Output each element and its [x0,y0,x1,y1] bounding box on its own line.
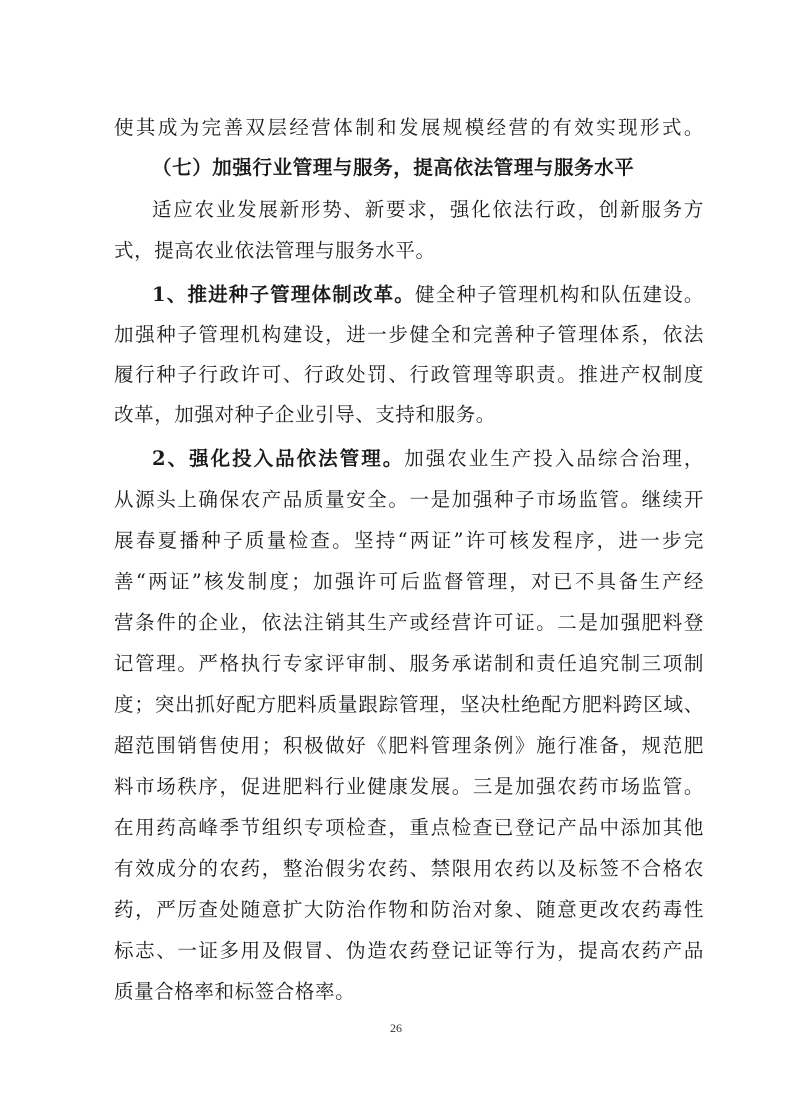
body-line: 式，提高农业依法管理与服务水平。 [114,239,436,262]
body-line: 从源头上确保农产品质量安全。一是加强种子市场监管。继续开 [114,488,704,511]
item-1-paragraph-start [152,282,704,308]
body-line: 善“两证”核发制度；加强许可后监督管理，对已不具备生产经 [114,570,704,593]
body-line: 标志、一证多用及假冒、伪造农药登记证等行为，提高农药产品 [114,939,704,962]
body-line: 改革，加强对种子企业引导、支持和服务。 [114,403,496,426]
body-line: 药，严厉查处随意扩大防治作物和防治对象、随意更改农药毒性 [114,898,704,921]
body-line: 记管理。严格执行专家评审制、服务承诺制和责任追究制三项制 [114,652,704,675]
item-1-text: 健全种子管理机构和队伍建设。 [414,283,704,306]
item-1-heading: 1、推进种子管理体制改革。 [152,283,415,306]
body-line: 有效成分的农药，整治假劣农药、禁限用农药以及标签不合格农 [114,857,704,880]
section-heading: （七）加强行业管理与服务，提高依法管理与服务水平 [152,156,635,179]
body-line: 适应农业发展新形势、新要求，强化依法行政，创新服务方 [152,198,704,221]
body-line: 营条件的企业，依法注销其生产或经营许可证。二是加强肥料登 [114,611,704,634]
body-line: 度；突出抓好配方肥料质量跟踪管理，坚决杜绝配方肥料跨区域、 [114,693,704,716]
body-line: 加强种子管理机构建设，进一步健全和完善种子管理体系，依法 [114,323,704,346]
body-line: 履行种子行政许可、行政处罚、行政管理等职责。推进产权制度 [114,363,704,386]
page-number: 26 [390,1021,402,1035]
body-line: 展春夏播种子质量检查。坚持“两证”许可核发程序，进一步完 [114,529,704,552]
body-line: 在用药高峰季节组织专项检查，重点检查已登记产品中添加其他 [114,816,704,839]
item-2-text: 加强农业生产投入品综合治理， [404,447,704,470]
item-2-paragraph-start [152,446,704,472]
body-line: 超范围销售使用；积极做好《肥料管理条例》施行准备，规范肥 [114,734,704,757]
body-line: 使其成为完善双层经营体制和发展规模经营的有效实现形式。 [114,116,704,139]
item-2-heading: 2、强化投入品依法管理。 [152,447,405,470]
body-line: 质量合格率和标签合格率。 [114,980,356,1003]
body-line: 料市场秩序，促进肥料行业健康发展。三是加强农药市场监管。 [114,775,704,798]
